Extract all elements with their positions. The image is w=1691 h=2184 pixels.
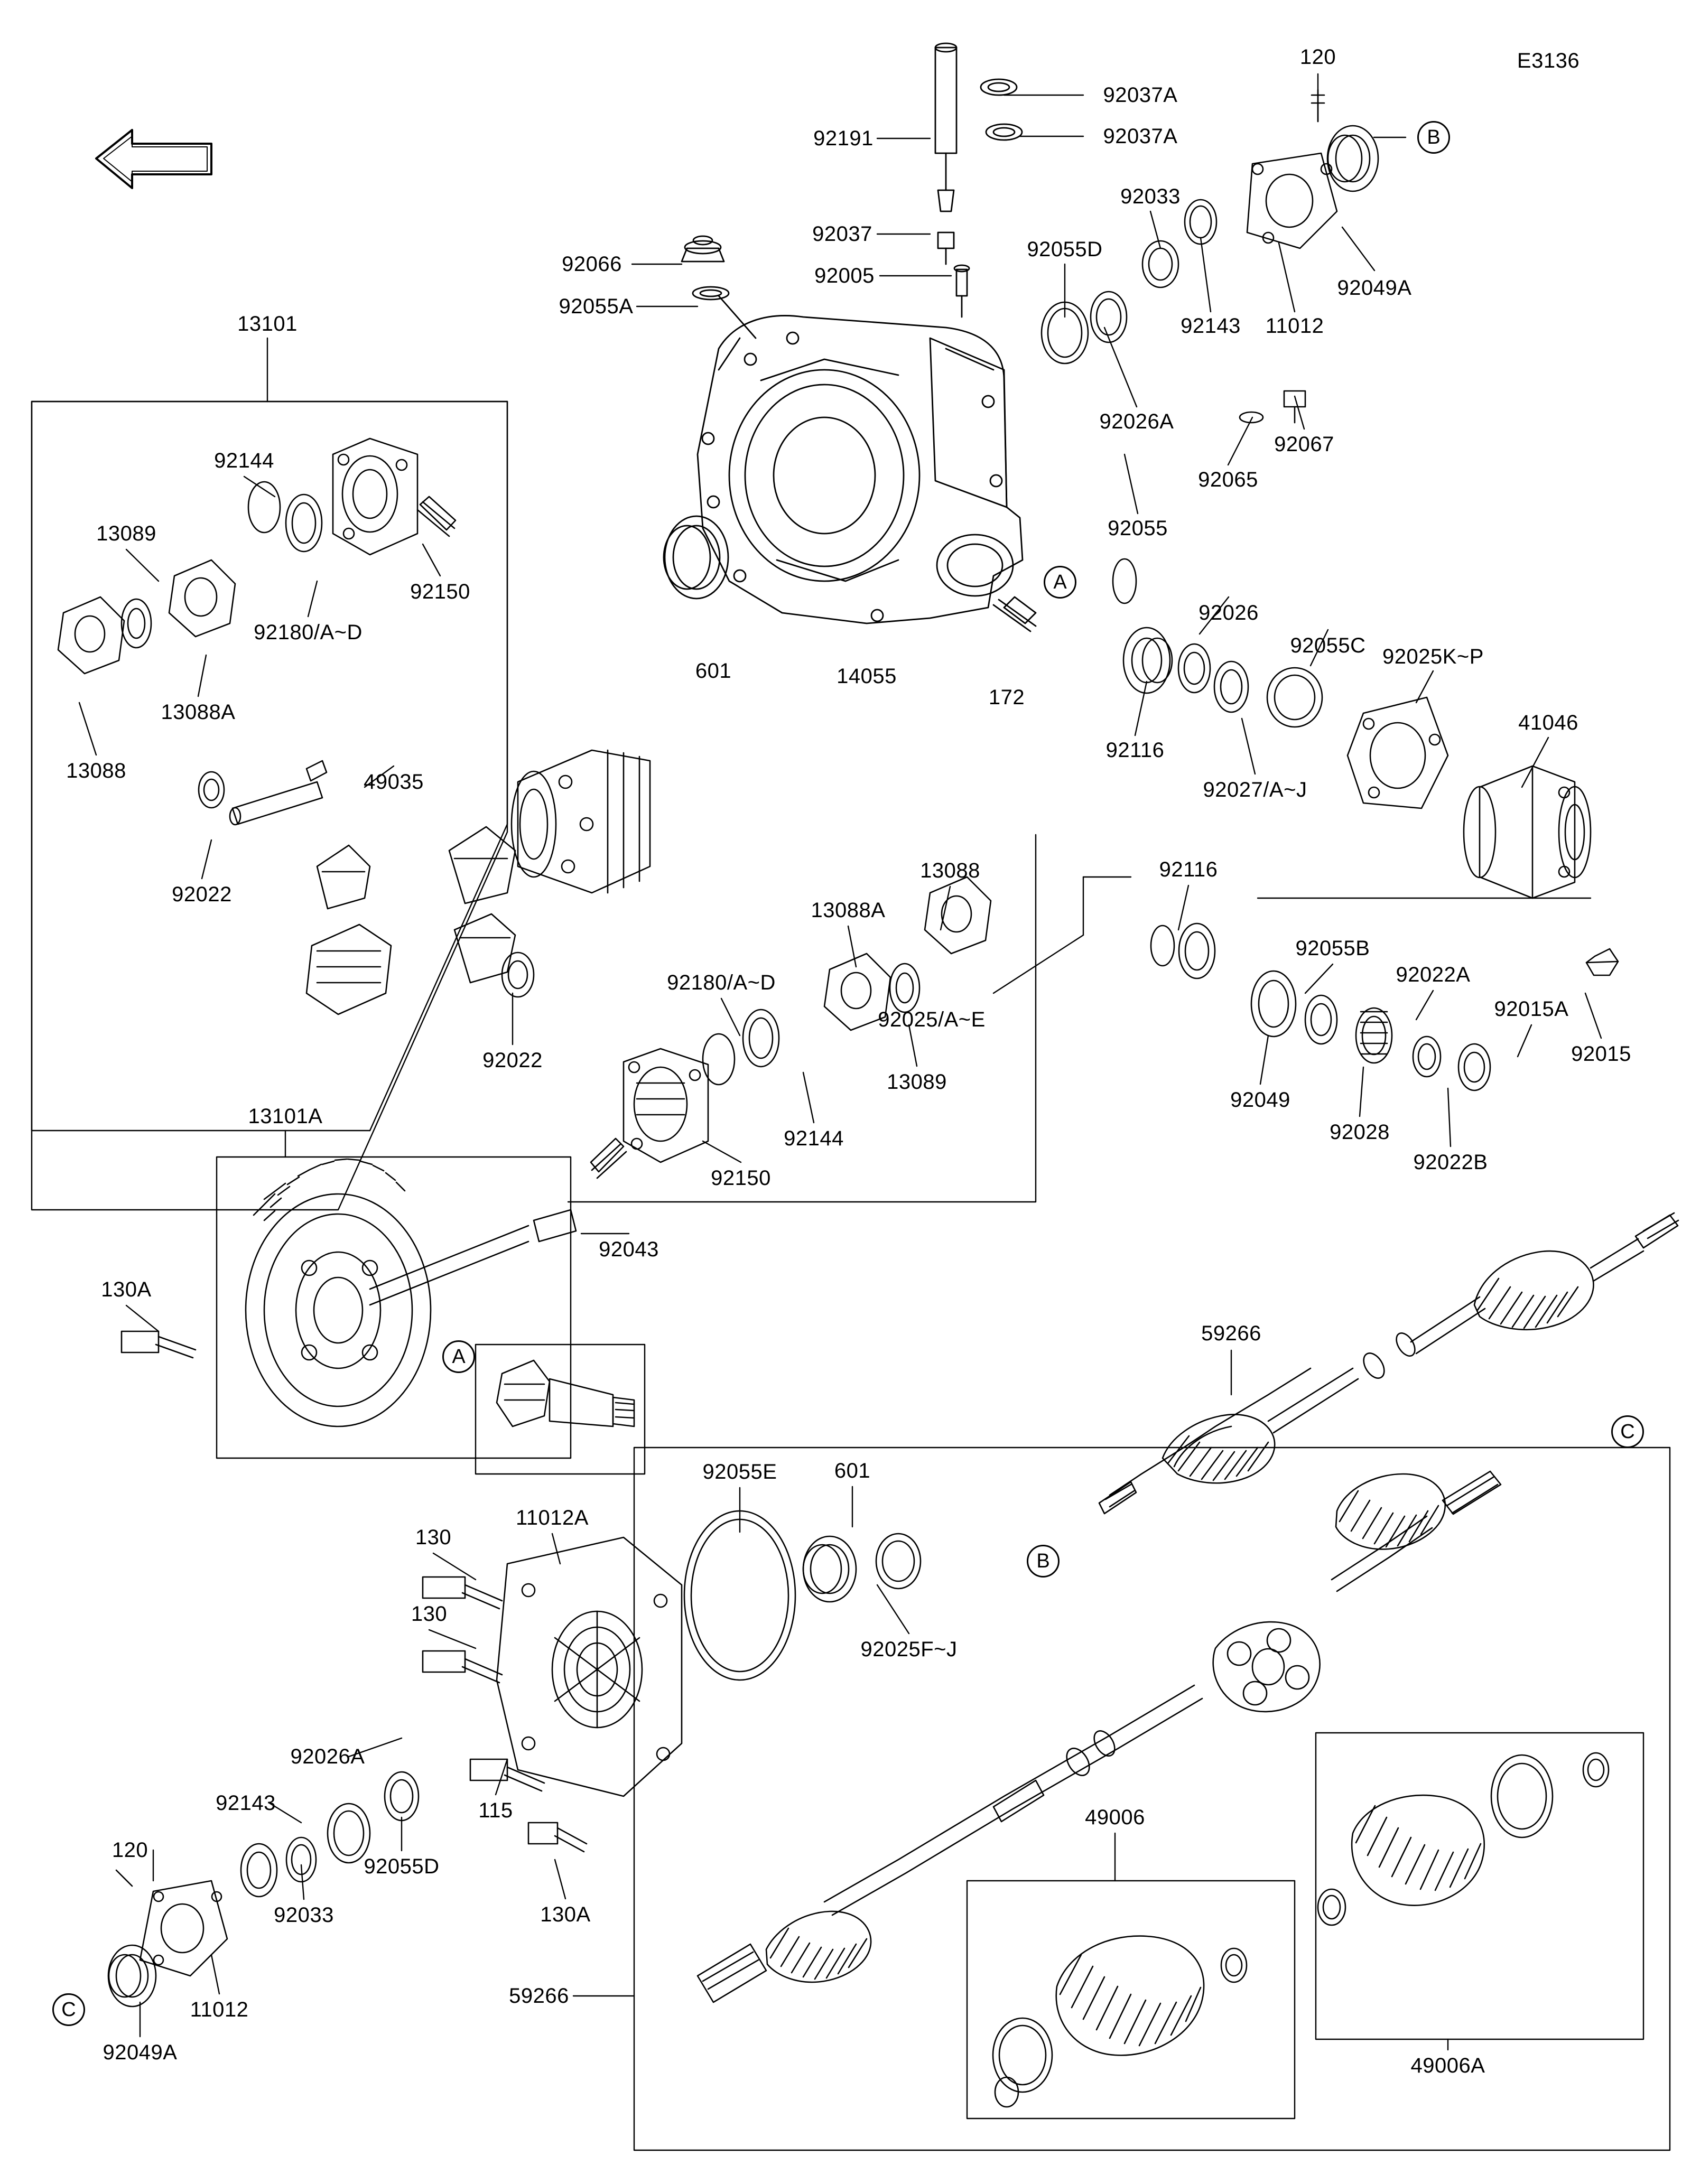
part-callout-130a: 130A xyxy=(101,1278,152,1301)
detail-marker-a: A xyxy=(442,1340,475,1373)
part-callout-92143: 92143 xyxy=(216,1791,276,1815)
part-callout-92033: 92033 xyxy=(274,1903,334,1927)
part-callout-13101a: 13101A xyxy=(248,1105,323,1128)
part-callout-92033: 92033 xyxy=(1120,185,1181,208)
part-callout-92037a: 92037A xyxy=(1103,83,1178,107)
part-callout-59266: 59266 xyxy=(509,1984,569,2008)
part-callout-13088a: 13088A xyxy=(811,899,886,922)
part-callout-130: 130 xyxy=(415,1526,452,1549)
part-callout-13089: 13089 xyxy=(96,522,156,545)
part-callout-92143: 92143 xyxy=(1181,314,1241,338)
part-callout-92026: 92026 xyxy=(1198,601,1259,624)
part-callout-92055d: 92055D xyxy=(1027,238,1103,261)
part-callout-115: 115 xyxy=(478,1799,513,1822)
part-callout-92144: 92144 xyxy=(214,449,274,472)
part-callout-49006: 49006 xyxy=(1085,1806,1145,1829)
part-callout-92015a: 92015A xyxy=(1494,997,1569,1021)
part-callout-92027aj: 92027/A~J xyxy=(1203,778,1307,801)
part-callout-92049a: 92049A xyxy=(103,2041,178,2064)
part-callout-130: 130 xyxy=(411,1602,448,1626)
part-callout-92116: 92116 xyxy=(1105,739,1165,762)
part-callout-92055a: 92055A xyxy=(559,295,634,318)
part-callout-92025kp: 92025K~P xyxy=(1382,645,1484,668)
part-callout-92055b: 92055B xyxy=(1295,937,1370,960)
part-callout-120: 120 xyxy=(1299,45,1336,69)
part-callout-92015: 92015 xyxy=(1571,1042,1631,1066)
part-callout-13088a: 13088A xyxy=(161,701,236,724)
part-callout-601: 601 xyxy=(695,659,732,683)
part-callout-172: 172 xyxy=(988,686,1025,709)
part-callout-13089: 13089 xyxy=(887,1070,947,1094)
part-callout-92144: 92144 xyxy=(784,1127,844,1150)
part-callout-92025ae: 92025/A~E xyxy=(878,1008,986,1031)
part-callout-92049: 92049 xyxy=(1230,1088,1290,1112)
part-callout-92049a: 92049A xyxy=(1337,276,1412,300)
part-callout-13088: 13088 xyxy=(66,759,126,782)
part-callout-120: 120 xyxy=(112,1838,148,1862)
part-callout-92116: 92116 xyxy=(1159,858,1218,881)
part-callout-601: 601 xyxy=(834,1459,871,1482)
part-callout-92026a: 92026A xyxy=(290,1745,365,1768)
part-callout-92191: 92191 xyxy=(813,127,874,150)
part-callout-13101: 13101 xyxy=(237,312,298,335)
detail-marker-c: C xyxy=(1611,1415,1644,1448)
part-callout-92067: 92067 xyxy=(1274,433,1334,456)
part-callout-49035: 49035 xyxy=(364,770,424,794)
front-arrow-icon xyxy=(96,130,211,188)
part-callout-92022b: 92022B xyxy=(1413,1151,1488,1174)
detail-marker-b: B xyxy=(1027,1545,1060,1578)
part-callout-92037: 92037 xyxy=(812,222,872,246)
part-callout-130a: 130A xyxy=(540,1903,591,1926)
detail-marker-b: B xyxy=(1417,121,1450,154)
part-callout-92043: 92043 xyxy=(599,1238,659,1261)
part-callout-92055e: 92055E xyxy=(702,1460,777,1483)
part-callout-92025fj: 92025F~J xyxy=(860,1638,958,1661)
part-callout-92037a: 92037A xyxy=(1103,125,1178,148)
part-callout-92065: 92065 xyxy=(1198,468,1258,491)
part-callout-59266: 59266 xyxy=(1201,1322,1261,1345)
part-callout-92055: 92055 xyxy=(1108,517,1168,540)
part-callout-92180ad: 92180/A~D xyxy=(254,621,363,644)
part-callout-49006a: 49006A xyxy=(1410,2054,1485,2077)
part-callout-92055d: 92055D xyxy=(364,1855,440,1878)
part-callout-92150: 92150 xyxy=(410,580,470,603)
part-callout-92055c: 92055C xyxy=(1290,634,1366,657)
part-callout-92180ad: 92180/A~D xyxy=(667,971,776,994)
part-callout-92026a: 92026A xyxy=(1099,410,1174,433)
part-callout-92005: 92005 xyxy=(814,264,875,287)
detail-marker-a: A xyxy=(1044,566,1076,599)
part-callout-92028: 92028 xyxy=(1330,1121,1390,1144)
part-callout-11012: 11012 xyxy=(1265,314,1324,338)
part-callout-92066: 92066 xyxy=(562,253,622,276)
part-callout-92150: 92150 xyxy=(711,1166,771,1190)
detail-marker-c: C xyxy=(52,1993,85,2026)
part-callout-11012: 11012 xyxy=(190,1998,249,2021)
part-callout-e3136: E3136 xyxy=(1517,49,1580,72)
part-callout-92022: 92022 xyxy=(172,883,232,906)
part-callout-41046: 41046 xyxy=(1518,711,1578,734)
part-callout-92022a: 92022A xyxy=(1396,963,1471,986)
part-callout-13088: 13088 xyxy=(920,859,980,882)
part-callout-11012a: 11012A xyxy=(516,1506,589,1529)
part-callout-14055: 14055 xyxy=(837,665,897,688)
part-callout-92022: 92022 xyxy=(482,1049,543,1072)
